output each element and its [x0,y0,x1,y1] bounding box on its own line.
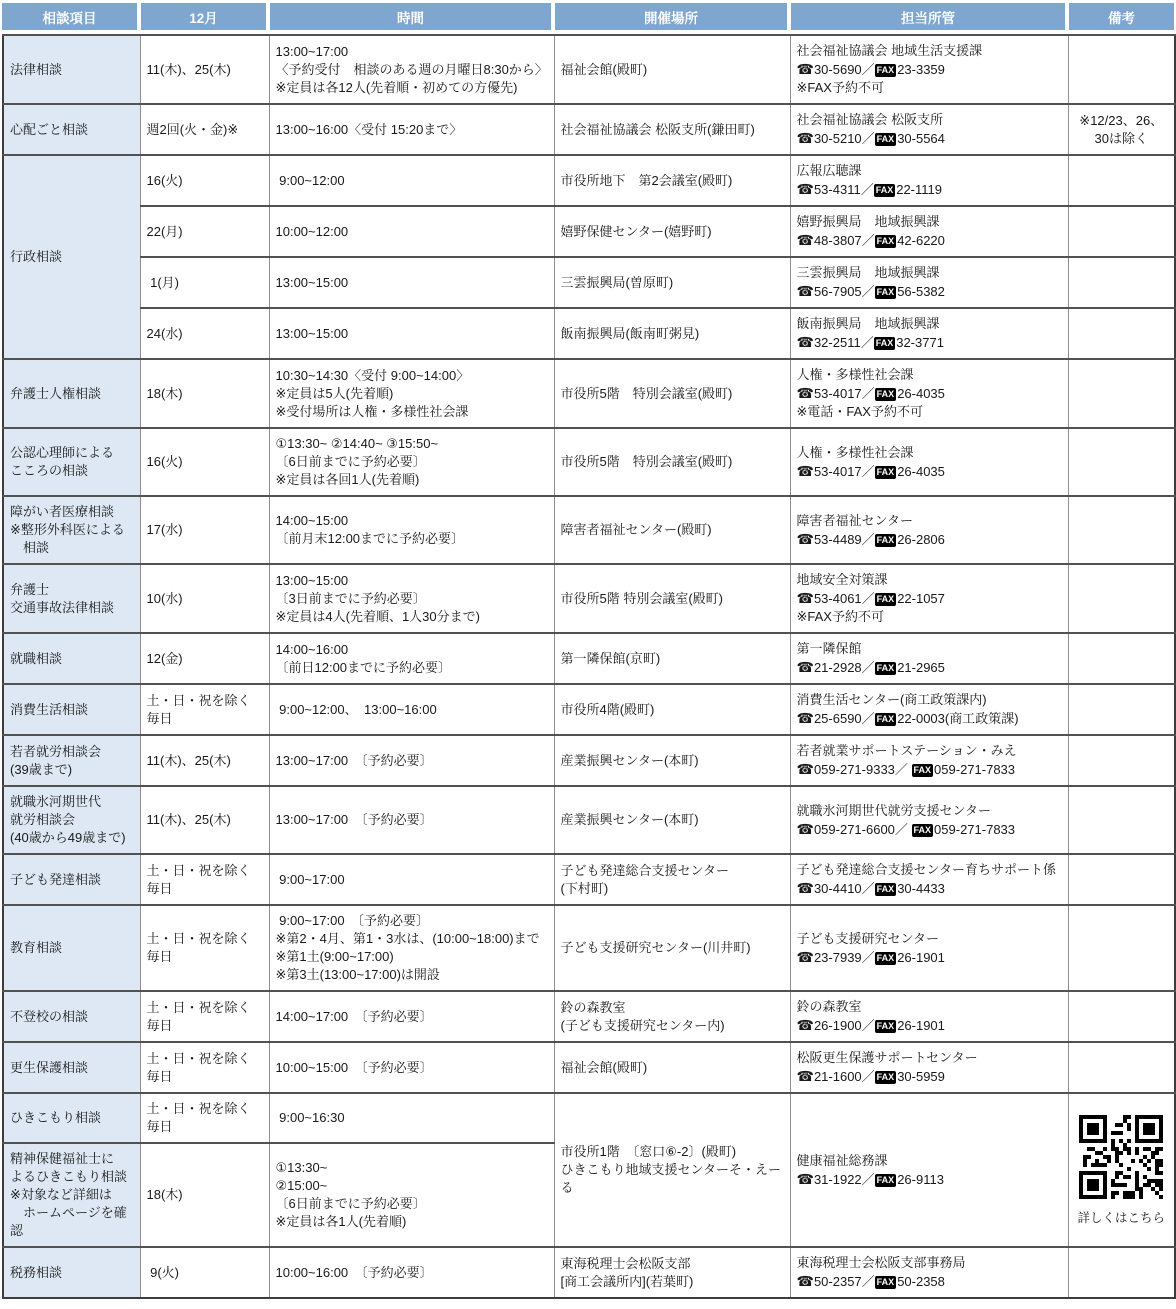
cell-venue: 障害者福祉センター(殿町) [554,496,790,564]
phone-icon: ☎ [796,590,814,606]
table-row [3,359,1175,428]
cell-item: 子ども発達相談 [3,854,140,905]
cell-venue: 東海税理士会松阪支部 [商工会議所内](若葉町) [554,1247,790,1298]
table-row [3,1093,1175,1143]
cell-dept: 松阪更生保護サポートセンター ☎21-1600／ FAX 30-5959 [790,1042,1068,1093]
cell-dept: 社会福祉協議会 松阪支所 ☎30-5210／ FAX 30-5564 [790,104,1068,155]
table-header [2,3,1174,30]
cell-date: 16(火) [140,428,269,496]
phone-icon: ☎ [796,948,814,965]
fax-icon: FAX [876,714,895,724]
fax-icon: FAX [875,338,894,348]
table-row [3,428,1175,496]
cell-date: 22(月) [140,206,269,257]
cell-time: 13:00~15:00 [269,308,554,359]
table-row [3,633,1175,684]
cell-time: ①13:30~ ②15:00~ 〔6日前までに予約必要〕 ※定員は各1人(先着順) [269,1143,554,1247]
cell-date: 土・日・祝を除く毎日 [140,854,269,905]
cell-remark [1068,633,1175,684]
cell-venue: 子ども発達総合支援センター (下村町) [554,854,790,905]
phone-icon: ☎ [796,61,814,77]
cell-date: 土・日・祝を除く毎日 [140,905,269,991]
cell-remark [1068,684,1175,735]
cell-remark [1068,428,1175,496]
fax-icon: FAX [913,765,932,775]
cell-time: 10:00~16:00 〔予約必要〕 [269,1247,554,1298]
cell-time: 14:00~15:00 〔前月末12:00までに予約必要〕 [269,496,554,564]
phone-icon: ☎ [796,385,814,401]
cell-date: 11(木)、25(木) [140,35,269,104]
cell-remark [1068,905,1175,991]
cell-item: 就職相談 [3,633,140,684]
cell-date: 17(水) [140,496,269,564]
qr-caption: 詳しくはこちら [1077,1211,1165,1225]
cell-time: 9:00~16:30 [269,1093,554,1143]
table-row [3,905,1175,991]
cell-item: 税務相談 [3,1247,140,1298]
fax-icon: FAX [876,389,895,399]
phone-icon: ☎ [796,530,814,547]
phone-icon: ☎ [796,1170,814,1187]
cell-item: 行政相談 [3,155,140,359]
cell-dept: 障害者福祉センター ☎53-4489／ FAX 26-2806 [790,496,1068,564]
fax-icon: FAX [876,663,895,673]
phone-icon: ☎ [796,1017,814,1033]
phone-icon: ☎ [796,283,814,299]
cell-item: 精神保健福祉士に よるひきこもり相談 ※対象など詳細は ホームページを確認 [3,1143,140,1247]
cell-item: 公認心理師による こころの相談 [3,428,140,496]
col-header-dept: 担当所管 [789,3,1067,30]
fax-icon: FAX [876,1174,895,1185]
table-row [3,786,1175,854]
table-row [3,1247,1175,1298]
cell-remark [1068,308,1175,359]
cell-date: 1(月) [140,257,269,308]
cell-date: 土・日・祝を除く毎日 [140,1093,269,1143]
cell-item: 弁護士人権相談 [3,359,140,428]
cell-item: 更生保護相談 [3,1042,140,1093]
fax-icon: FAX [876,134,895,144]
table-row [3,854,1175,905]
cell-time: 9:00~17:00 〔予約必要〕 ※第2・4月、第1・3水は、(10:00~18:00)まで ※第1土(9:00~17:00) ※第3土(13:00~17:00)は開設 [269,905,554,991]
cell-item: 心配ごと相談 [3,104,140,155]
cell-time: 14:00~17:00 〔予約必要〕 [269,991,554,1042]
cell-date: 土・日・祝を除く毎日 [140,991,269,1042]
table-row [3,1042,1175,1093]
cell-venue: 三雲振興局(曽原町) [554,257,790,308]
table-row [3,991,1175,1042]
fax-icon: FAX [876,534,895,545]
cell-remark [1068,496,1175,564]
cell-remark [1068,564,1175,633]
cell-remark [1068,1042,1175,1093]
table-row [3,155,1175,206]
cell-venue: 福祉会館(殿町) [554,1042,790,1093]
col-header-venue: 開催場所 [553,3,789,30]
cell-venue: 飯南振興局(飯南町粥見) [554,308,790,359]
table-row [3,104,1175,155]
cell-item: 教育相談 [3,905,140,991]
cell-dept: 三雲振興局 地域振興課 ☎56-7905／ FAX 56-5382 [790,257,1068,308]
cell-dept: 第一隣保館 ☎21-2928／ FAX 21-2965 [790,633,1068,684]
cell-time: 9:00~17:00 [269,854,554,905]
table-row [3,308,1175,359]
cell-venue: 市役所地下 第2会議室(殿町) [554,155,790,206]
cell-dept: 嬉野振興局 地域振興課 ☎48-3807／ FAX 42-6220 [790,206,1068,257]
cell-item: 就職氷河期世代 就労相談会 (40歳から49歳まで) [3,786,140,854]
cell-item: ひきこもり相談 [3,1093,140,1143]
phone-icon: ☎ [796,820,814,837]
phone-icon: ☎ [796,130,814,146]
header-row [2,3,1174,30]
phone-icon: ☎ [796,710,814,726]
cell-venue: 市役所5階 特別会議室(殿町) [554,564,790,633]
phone-icon: ☎ [796,334,814,350]
cell-remark: ※12/23、26、 30は除く [1068,104,1175,155]
col-header-item: 相談項目 [2,3,139,30]
cell-remark [1068,786,1175,854]
phone-icon: ☎ [796,761,814,777]
cell-dept: 広報広聴課 ☎53-4311／ FAX 22-1119 [790,155,1068,206]
table-row [3,206,1175,257]
cell-venue: 市役所5階 特別会議室(殿町) [554,359,790,428]
cell-item: 不登校の相談 [3,991,140,1042]
fax-icon: FAX [876,236,895,246]
table-body [3,35,1175,1298]
cell-remark [1068,35,1175,104]
cell-dept: 就職氷河期世代就労支援センター ☎059-271-6600／ FAX 059-271-7833 [790,786,1068,854]
table-row [3,564,1175,633]
cell-remark [1068,1247,1175,1298]
cell-time: 13:00~15:00 〔3日前までに予約必要〕 ※定員は4人(先着順、1人30分まで) [269,564,554,633]
cell-remark [1068,1093,1175,1247]
cell-venue: 市役所5階 特別会議室(殿町) [554,428,790,496]
cell-venue: 鈴の森教室 (子ども支援研究センター内) [554,991,790,1042]
cell-time: 13:00~15:00 [269,257,554,308]
phone-icon: ☎ [796,232,814,248]
cell-dept: 地域安全対策課 ☎53-4061／ FAX 22-1057 ※FAX予約不可 [790,564,1068,633]
cell-date: 10(水) [140,564,269,633]
cell-remark [1068,854,1175,905]
cell-date: 週2回(火・金)※ [140,104,269,155]
cell-dept: 東海税理士会松阪支部事務局 ☎50-2357／ FAX 50-2358 [790,1247,1068,1298]
cell-dept: 若者就業サポートステーション・みえ ☎059-271-9333／ FAX 059-271-7833 [790,735,1068,786]
cell-date: 16(火) [140,155,269,206]
cell-remark [1068,359,1175,428]
cell-time: 13:00~17:00 〔予約必要〕 [269,735,554,786]
cell-time: 13:00~17:00 〔予約必要〕 [269,786,554,854]
fax-icon: FAX [876,466,895,477]
fax-icon: FAX [876,952,895,963]
cell-date: 11(木)、25(木) [140,786,269,854]
phone-icon: ☎ [796,462,814,479]
table-row [3,257,1175,308]
cell-dept: 飯南振興局 地域振興課 ☎32-2511／ FAX 32-3771 [790,308,1068,359]
cell-date: 11(木)、25(木) [140,735,269,786]
cell-venue: 市役所1階 〔窓口⑥-2〕(殿町) ひきこもり地域支援センターそ・えーる [554,1093,790,1247]
cell-venue: 子ども支援研究センター(川井町) [554,905,790,991]
cell-item: 若者就労相談会 (39歳まで) [3,735,140,786]
cell-venue: 産業振興センター(本町) [554,735,790,786]
cell-date: 18(木) [140,1143,269,1247]
fax-icon: FAX [876,884,895,894]
cell-remark [1068,991,1175,1042]
cell-venue: 社会福祉協議会 松阪支所(鎌田町) [554,104,790,155]
cell-venue: 嬉野保健センター(嬉野町) [554,206,790,257]
cell-time: 9:00~12:00 [269,155,554,206]
cell-venue: 福祉会館(殿町) [554,35,790,104]
cell-venue: 産業振興センター(本町) [554,786,790,854]
table-row [3,35,1175,104]
cell-dept: 子ども発達総合支援センター育ちサポート係 ☎30-4410／ FAX 30-4433 [790,854,1068,905]
phone-icon: ☎ [796,659,814,675]
cell-dept: 人権・多様性社会課 ☎53-4017／ FAX 26-4035 ※電話・FAX予約不可 [790,359,1068,428]
cell-dept: 子ども支援研究センター ☎23-7939／ FAX 26-1901 [790,905,1068,991]
table-row [3,735,1175,786]
cell-date: 24(水) [140,308,269,359]
cell-time: 13:00~17:00 〈予約受付 相談のある週の月曜日8:30から〉 ※定員は各12人(先着順・初めての方優先) [269,35,554,104]
cell-time: 10:00~15:00 〔予約必要〕 [269,1042,554,1093]
cell-time: 10:00~12:00 [269,206,554,257]
fax-icon: FAX [876,65,895,75]
cell-time: 9:00~12:00、 13:00~16:00 [269,684,554,735]
cell-venue: 第一隣保館(京町) [554,633,790,684]
phone-icon: ☎ [796,1273,814,1289]
fax-icon: FAX [876,594,895,604]
cell-date: 土・日・祝を除く毎日 [140,1042,269,1093]
cell-time: 14:00~16:00 〔前日12:00までに予約必要〕 [269,633,554,684]
fax-icon: FAX [876,287,895,297]
cell-item: 法律相談 [3,35,140,104]
fax-icon: FAX [876,1277,895,1287]
cell-remark [1068,257,1175,308]
cell-venue: 市役所4階(殿町) [554,684,790,735]
consultation-table [2,34,1176,1299]
cell-time: ①13:30~ ②14:40~ ③15:50~ 〔6日前までに予約必要〕 ※定員は各回1人(先着順) [269,428,554,496]
table-row [3,684,1175,735]
cell-date: 12(金) [140,633,269,684]
cell-dept: 人権・多様性社会課 ☎53-4017／ FAX 26-4035 [790,428,1068,496]
cell-dept: 健康福祉総務課 ☎31-1922／ FAX 26-9113 [790,1093,1068,1247]
phone-icon: ☎ [796,181,814,197]
col-header-date: 12月 [139,3,268,30]
col-header-time: 時間 [268,3,553,30]
cell-dept: 社会福祉協議会 地域生活支援課 ☎30-5690／ FAX 23-3359 ※FAX予約不可 [790,35,1068,104]
cell-remark [1068,735,1175,786]
cell-time: 13:00~16:00〈受付 15:20まで〉 [269,104,554,155]
cell-time: 10:30~14:30〈受付 9:00~14:00〉 ※定員は5人(先着順) ※受付場所は人権・多様性社会課 [269,359,554,428]
fax-icon: FAX [876,1021,895,1031]
col-header-remark: 備考 [1067,3,1174,30]
qr-code [1077,1113,1165,1201]
fax-icon: FAX [876,1072,895,1082]
fax-icon: FAX [913,824,932,835]
table-row [3,496,1175,564]
cell-item: 弁護士 交通事故法律相談 [3,564,140,633]
cell-dept: 鈴の森教室 ☎26-1900／ FAX 26-1901 [790,991,1068,1042]
cell-remark [1068,155,1175,206]
phone-icon: ☎ [796,880,814,896]
cell-date: 9(火) [140,1247,269,1298]
cell-item: 障がい者医療相談 ※整形外科医による 相談 [3,496,140,564]
fax-icon: FAX [875,185,894,195]
cell-remark [1068,206,1175,257]
phone-icon: ☎ [796,1068,814,1084]
cell-date: 土・日・祝を除く毎日 [140,684,269,735]
cell-date: 18(木) [140,359,269,428]
cell-dept: 消費生活センター(商工政策課内) ☎25-6590／ FAX 22-0003(商工政策課) [790,684,1068,735]
cell-item: 消費生活相談 [3,684,140,735]
